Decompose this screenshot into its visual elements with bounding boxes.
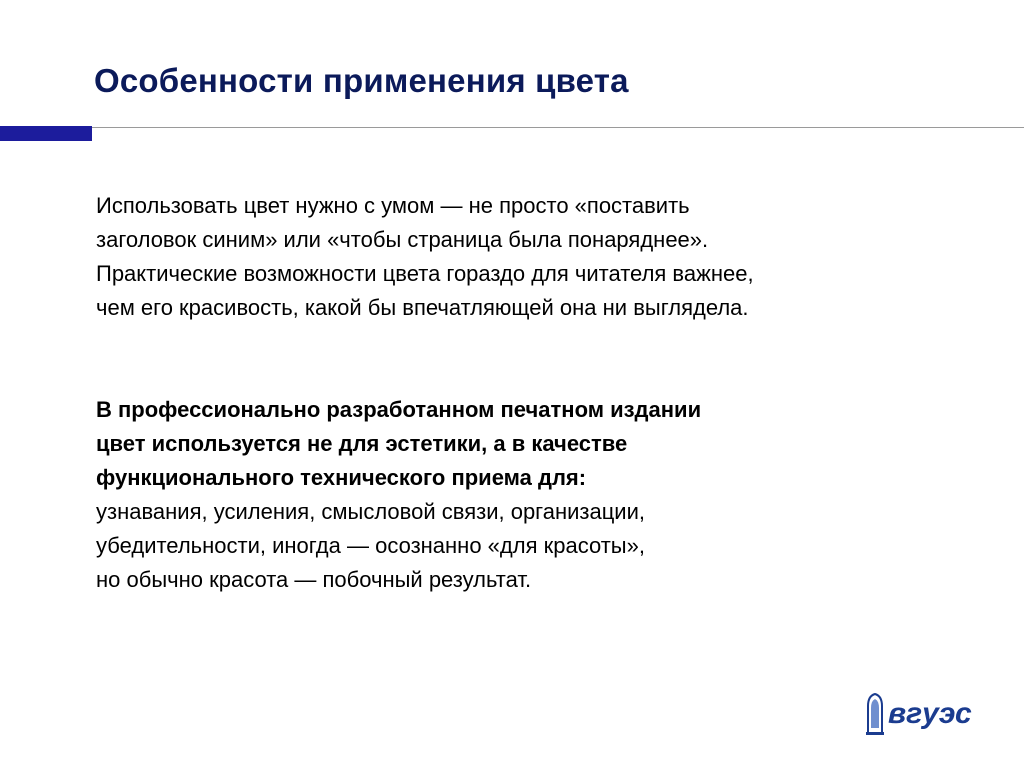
paragraph-professional-bold-line: В профессионально разработанном печатном издании (96, 397, 702, 422)
university-emblem-icon (864, 692, 886, 736)
paragraph-professional (96, 393, 701, 597)
paragraph-professional-bold-line: цвет используется не для эстетики, а в качестве (96, 431, 628, 456)
paragraph-professional-line: но обычно красота — побочный результат. (96, 567, 532, 592)
paragraph-intro-line: чем его красивость, какой бы впечатляющей она ни выглядела. (96, 295, 749, 320)
paragraph-intro-line: Практические возможности цвета гораздо для читателя важнее, (96, 261, 754, 286)
paragraph-intro-line: заголовок синим» или «чтобы страница была понаряднее». (96, 227, 709, 252)
paragraph-intro-line: Использовать цвет нужно с умом — не просто «поставить (96, 193, 690, 218)
university-logo (864, 688, 992, 740)
paragraph-professional-line: узнавания, усиления, смысловой связи, организации, (96, 499, 646, 524)
paragraph-intro (96, 189, 754, 325)
slide-title: Особенности применения цвета (94, 62, 629, 99)
title-accent-block (0, 126, 92, 141)
title-divider-line (92, 127, 1024, 128)
paragraph-professional-bold-line: функционального технического приема для: (96, 465, 587, 490)
logo-text: вгуэс (888, 697, 972, 730)
paragraph-professional-line: убедительности, иногда — осознанно «для красоты», (96, 533, 645, 558)
